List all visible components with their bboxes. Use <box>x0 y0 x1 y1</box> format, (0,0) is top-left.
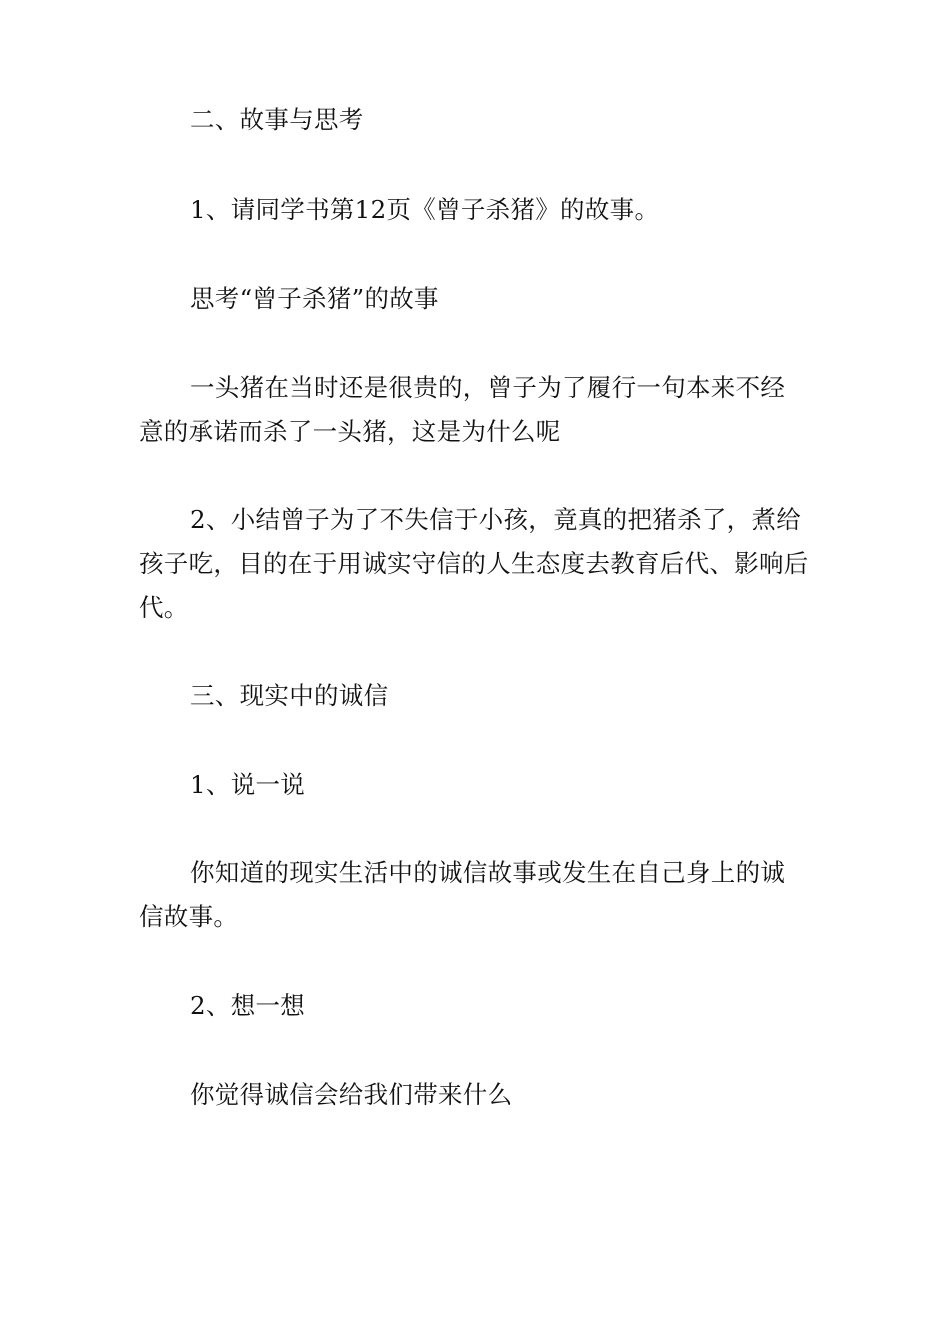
paragraph-think: 2、想一想 <box>190 991 306 1020</box>
paragraph-think-story: 思考“曾子杀猪”的故事 <box>190 284 439 313</box>
paragraph-what-honesty-brings: 你觉得诚信会给我们带来什么 <box>190 1080 513 1109</box>
paragraph-read-story: 1、请同学书第12页《曾子杀猪》的故事。 <box>190 195 660 224</box>
paragraph-summary: 2、小结曾子为了不失信于小孩，竟真的把猪杀了，煮给孩子吃，目的在于用诚实守信的人生态度去教育后代、影响后代。 <box>139 505 809 622</box>
paragraph-say: 1、说一说 <box>190 770 306 799</box>
section-heading-real-life-honesty: 三、现实中的诚信 <box>190 681 389 710</box>
paragraph-question: 一头猪在当时还是很贵的，曾子为了履行一句本来不经意的承诺而杀了一头猪，这是为什么呢 <box>139 373 786 446</box>
paragraph-tell-stories: 你知道的现实生活中的诚信故事或发生在自己身上的诚信故事。 <box>139 858 786 931</box>
section-heading-story-and-thinking: 二、故事与思考 <box>190 105 364 134</box>
